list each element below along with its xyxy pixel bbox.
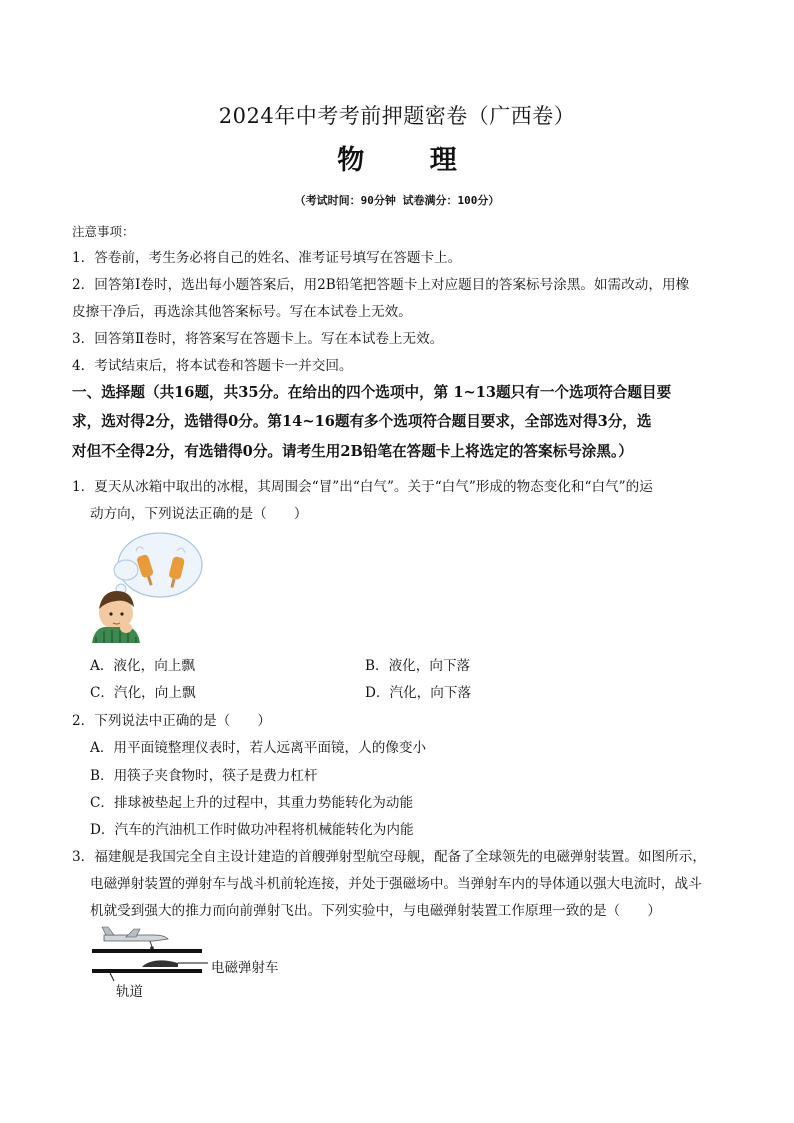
question-stem: 动方向，下列说法正确的是（ ） [90, 506, 308, 522]
option-d: D．汽化，向下落 [365, 685, 472, 701]
subject-title: 物 理 [337, 145, 485, 176]
figure-label-catapult: 电磁弹射车 [211, 960, 279, 976]
notice-heading: 注意事项： [72, 224, 135, 239]
notice-item: 皮擦干净后，再选涂其他答案标号。写在本试卷上无效。 [72, 304, 412, 320]
exam-title: 2024年中考考前押题密卷（广西卷） [218, 104, 576, 128]
option-a: A．用平面镜整理仪表时，若人远离平面镜，人的像变小 [90, 740, 427, 756]
exam-info: （考试时间：90分钟 试卷满分：100分） [294, 194, 500, 207]
boy-thinking-illustration [88, 527, 206, 643]
notice-item: 3．回答第Ⅱ卷时，将答案写在答题卡上。写在本试卷上无效。 [72, 331, 444, 347]
option-c: C．汽化，向上飘 [90, 685, 196, 701]
catapult-diagram [90, 925, 210, 985]
question-stem: 电磁弹射装置的弹射车与战斗机前轮连接，并处于强磁场中。当弹射车内的导体通以强大电流时，战斗 [90, 876, 702, 892]
figure-label-track: 轨道 [116, 984, 143, 1000]
question-stem: 机就受到强大的推力而向前弹射飞出。下列实验中，与电磁弹射装置工作原理一致的是（ ） [90, 903, 661, 919]
section-heading: 一、选择题（共16题，共35分。在给出的四个选项中，第 1~13题只有一个选项符合题目要 [72, 384, 672, 401]
option-b: B．用筷子夹食物时，筷子是费力杠杆 [90, 768, 318, 784]
question-stem: 1．夏天从冰箱中取出的冰棍，其周围会“冒”出“白气”。关于“白气”形成的物态变化和“白气”的运 [72, 479, 653, 495]
section-heading: 求，选对得2分，选错得0分。第14~16题有多个选项符合题目要求，全部选对得3分，选 [72, 413, 652, 430]
option-b: B．液化，向下落 [365, 658, 471, 674]
notice-item: 1．答卷前，考生务必将自己的姓名、准考证号填写在答题卡上。 [72, 250, 462, 266]
option-a: A．液化，向上飘 [90, 658, 195, 674]
notice-item: 2．回答第Ⅰ卷时，选出每小题答案后，用2B铅笔把答题卡上对应题目的答案标号涂黑。如需改动，用橡 [72, 277, 690, 293]
option-d: D．汽车的汽油机工作时做功冲程将机械能转化为内能 [90, 822, 414, 838]
notice-item: 4．考试结束后，将本试卷和答题卡一并交回。 [72, 358, 353, 374]
option-c: C．排球被垫起上升的过程中，其重力势能转化为动能 [90, 795, 414, 811]
question-stem: 2．下列说法中正确的是（ ） [72, 713, 271, 729]
question-stem: 3．福建舰是我国完全自主设计建造的首艘弹射型航空母舰，配备了全球领先的电磁弹射装置。如图所示， [72, 849, 706, 865]
section-heading: 对但不全得2分，有选错得0分。请考生用2B铅笔在答题卡上将选定的答案标号涂黑。） [72, 443, 633, 460]
